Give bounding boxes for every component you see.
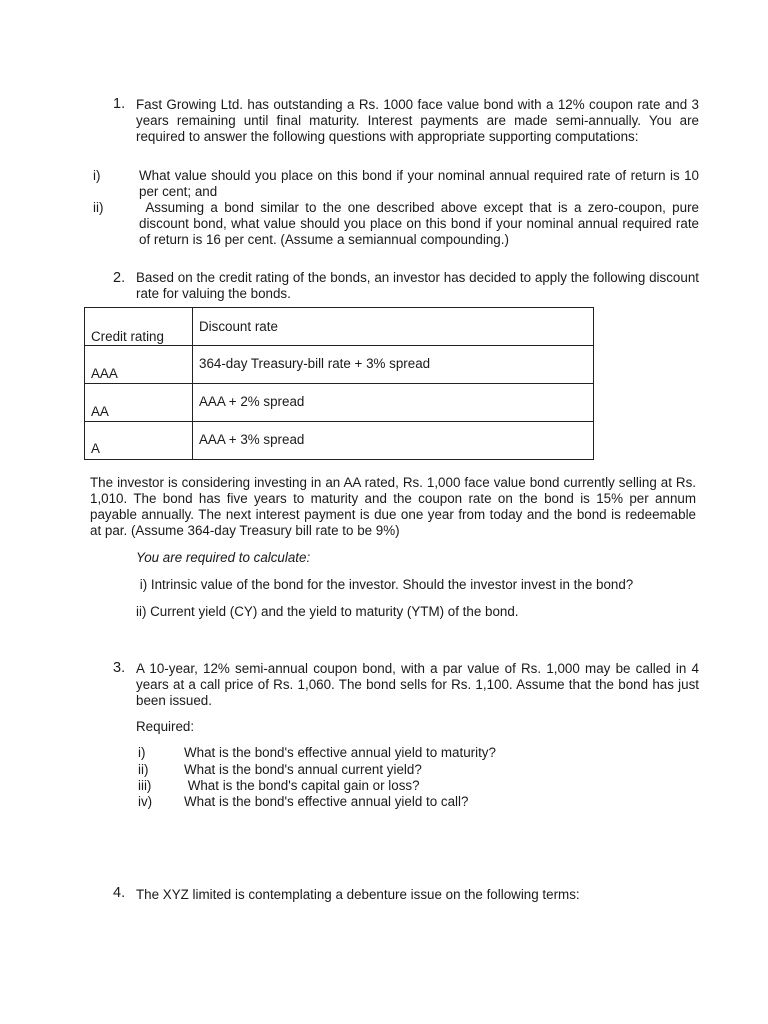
q3-part-i-label: i) <box>138 745 146 760</box>
q2-sub-i: i) Intrinsic value of the bond for the investor. Should the investor invest in the bond? <box>136 577 634 592</box>
rate-aaa: 364-day Treasury-bill rate + 3% spread <box>199 356 431 371</box>
q2-text: Based on the credit rating of the bonds, an investor has decided to apply the following discount rate for valuing the bonds. <box>136 270 699 301</box>
table-cell <box>193 422 594 460</box>
q3-required: Required: <box>136 719 195 734</box>
q1-part-ii-text: Assuming a bond similar to the one described above except that is a zero-coupon, pure discount bond, what value should you place on this bond if your nominal annual required rate of return is 16 per cent. (Assume a semiannual compounding.) <box>139 200 703 247</box>
q3-number: 3. <box>113 660 126 676</box>
q3-part-iv-label: iv) <box>138 794 153 809</box>
q3-part-iii-label: iii) <box>138 778 152 793</box>
q2-number: 2. <box>113 270 126 286</box>
discount-rate-table <box>84 307 594 460</box>
table-row <box>85 422 594 460</box>
q1-part-i-text: What value should you place on this bond if your nominal annual required rate of return is 10 per cent; and <box>139 168 699 199</box>
rating-aa: AA <box>91 404 109 419</box>
q1-part-ii-label: ii) <box>93 200 104 215</box>
q3-text: A 10-year, 12% semi-annual coupon bond, with a par value of Rs. 1,000 may be called in 4 years at a call price of Rs. 1,060. The bond sells for Rs. 1,100. Assume that the bond has just been issued. <box>136 661 699 708</box>
q1-number: 1. <box>113 96 126 112</box>
q4-number: 4. <box>113 885 126 901</box>
table-cell <box>193 346 594 384</box>
table-header-cell <box>85 308 193 346</box>
q1-part-i-label: i) <box>93 168 101 183</box>
q3-part-iv-text: What is the bond's effective annual yield to call? <box>184 794 469 809</box>
table-header-cell <box>193 308 594 346</box>
header-credit-rating: Credit rating <box>91 329 164 344</box>
q3-part-ii-text: What is the bond's annual current yield? <box>184 762 422 777</box>
table-header-row <box>85 308 594 346</box>
q3-part-i-text: What is the bond's effective annual yield to maturity? <box>184 745 496 760</box>
rating-a: A <box>91 441 100 456</box>
q1-text: Fast Growing Ltd. has outstanding a Rs. 1000 face value bond with a 12% coupon rate and 3 years remaining until final maturity. Interest payments are made semi-annually. You are required to answer the following questions with appropriate supporting computations: <box>136 97 699 144</box>
q2-sub-ii: ii) Current yield (CY) and the yield to maturity (YTM) of the bond. <box>136 604 519 619</box>
rating-aaa: AAA <box>91 366 118 381</box>
table-cell <box>85 384 193 422</box>
header-discount-rate: Discount rate <box>199 319 278 334</box>
q3-part-iii-text: What is the bond's capital gain or loss? <box>184 778 420 793</box>
rate-a: AAA + 3% spread <box>199 432 305 447</box>
rate-aa: AAA + 2% spread <box>199 394 305 409</box>
table-row <box>85 384 594 422</box>
q2-required: You are required to calculate: <box>136 550 311 565</box>
table-cell <box>85 346 193 384</box>
table-row <box>85 346 594 384</box>
q4-text: The XYZ limited is contemplating a debenture issue on the following terms: <box>136 887 580 902</box>
table-cell <box>193 384 594 422</box>
q3-part-ii-label: ii) <box>138 762 149 777</box>
q2-paragraph: The investor is considering investing in an AA rated, Rs. 1,000 face value bond currently selling at Rs. 1,010. The bond has five years to maturity and the coupon rate on the bond is 15% per annum payable annually. The next interest payment is due one year from today and the bond is redeemable at par. (Assume 364-day Treasury bill rate to be 9%) <box>90 475 696 538</box>
table-cell <box>85 422 193 460</box>
